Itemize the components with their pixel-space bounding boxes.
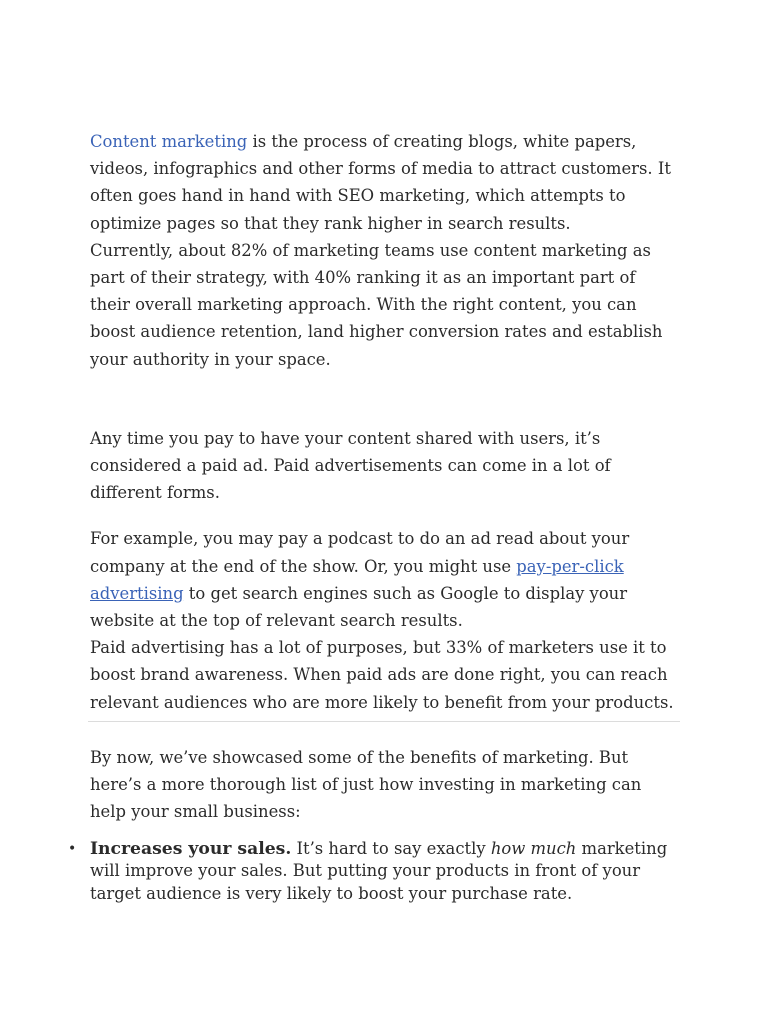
- paragraph-spacer: [90, 506, 680, 525]
- article-body-top: [90, 128, 680, 716]
- benefit-text-italic: how much: [490, 838, 577, 858]
- benefit-title: Increases your sales.: [90, 838, 292, 859]
- section-spacer: [90, 373, 680, 425]
- section-divider: [88, 721, 680, 722]
- list-item: [68, 838, 680, 906]
- paid-ads-example-text-before: For example, you may pay a podcast to do an ad read about your company at the end of the show. Or, you might use: [90, 529, 630, 576]
- article-body-bottom: [68, 744, 680, 905]
- benefit-text-before: It’s hard to say exactly: [291, 838, 491, 858]
- paid-ads-example-paragraph: [90, 525, 680, 634]
- paid-ads-intro-paragraph: Any time you pay to have your content shared with users, it’s considered a paid ad. Paid advertisements can come in a lot of different forms.: [90, 428, 611, 503]
- content-marketing-link[interactable]: Content marketing: [90, 132, 248, 151]
- bullet-icon: •: [68, 840, 77, 857]
- benefits-intro-paragraph: By now, we’ve showcased some of the benefits of marketing. But here’s a more thorough list of just how investing in marketing can help your small business:: [90, 748, 642, 822]
- pay-per-click-link[interactable]: pay-per-click advertising: [90, 556, 624, 603]
- benefit-text-after: marketing will improve your sales. But putting your products in front of your target audience is very likely to boost your purchase rate.: [90, 838, 668, 903]
- content-marketing-paragraph: [90, 128, 680, 237]
- benefits-list: [68, 838, 680, 906]
- paid-ads-example-text-after: to get search engines such as Google to display your website at the top of relevant search results.: [90, 583, 628, 631]
- paid-ads-purpose-paragraph: Paid advertising has a lot of purposes, but 33% of marketers use it to boost brand awareness. When paid ads are done right, you can reach relevant audiences who are more likely to benefit from your products.: [90, 638, 674, 712]
- content-marketing-stats-paragraph: Currently, about 82% of marketing teams use content marketing as part of their strategy, with 40% ranking it as an important part of their overall marketing approach. With the right content, you can boost audience retention, land higher conversion rates and establish your authority in your space.: [90, 240, 663, 369]
- content-marketing-text: is the process of creating blogs, white papers, videos, infographics and other forms of media to attract customers. It often goes hand in hand with SEO marketing, which attempts to optimize pages so that they rank higher in search results.: [90, 132, 671, 233]
